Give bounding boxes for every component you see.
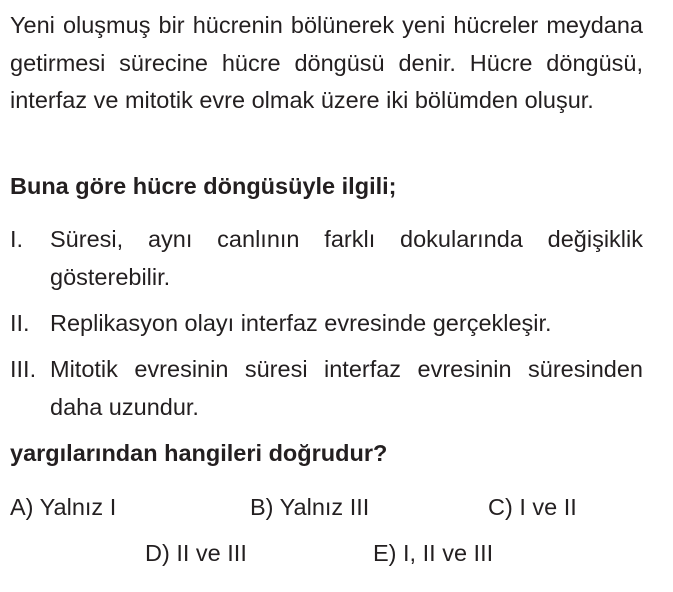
statement-3 xyxy=(10,351,643,426)
statement-1 xyxy=(10,221,643,296)
option-text: I, II ve III xyxy=(403,540,494,566)
option-a[interactable] xyxy=(10,489,116,526)
statement-text: Süresi, aynı canlının farklı dokularında değişiklik gösterebilir. xyxy=(50,226,643,290)
option-e[interactable] xyxy=(373,535,493,572)
statement-text: Mitotik evresinin süresi interfaz evresinin süresinden daha uzundur. xyxy=(50,356,643,420)
question-prompt: yargılarından hangileri doğrudur? xyxy=(10,440,388,466)
option-label: E) xyxy=(373,540,397,566)
statement-number: I. xyxy=(10,226,24,252)
option-text: Yalnız III xyxy=(279,494,370,520)
option-b[interactable] xyxy=(250,489,369,526)
option-text: II ve III xyxy=(176,540,247,566)
option-text: I ve II xyxy=(519,494,577,520)
option-label: B) xyxy=(250,494,274,520)
option-c[interactable] xyxy=(488,489,577,526)
question-intro: Yeni oluşmuş bir hücrenin bölünerek yeni hücreler meydana getirmesi sürecine hücre döngüsü denir. Hücre döngüsü, interfaz ve mitotik evre olmak üzere iki bölümden oluşur. xyxy=(10,12,643,113)
question-lead: Buna göre hücre döngüsüyle ilgili; xyxy=(10,173,397,199)
statement-number: III. xyxy=(10,356,37,382)
statement-text: Replikasyon olayı interfaz evresinde gerçekleşir. xyxy=(50,310,552,336)
option-d[interactable] xyxy=(145,535,247,572)
option-label: A) xyxy=(10,494,34,520)
option-text: Yalnız I xyxy=(39,494,117,520)
option-label: C) xyxy=(488,494,513,520)
statement-2 xyxy=(10,305,643,343)
statement-number: II. xyxy=(10,310,30,336)
option-label: D) xyxy=(145,540,170,566)
